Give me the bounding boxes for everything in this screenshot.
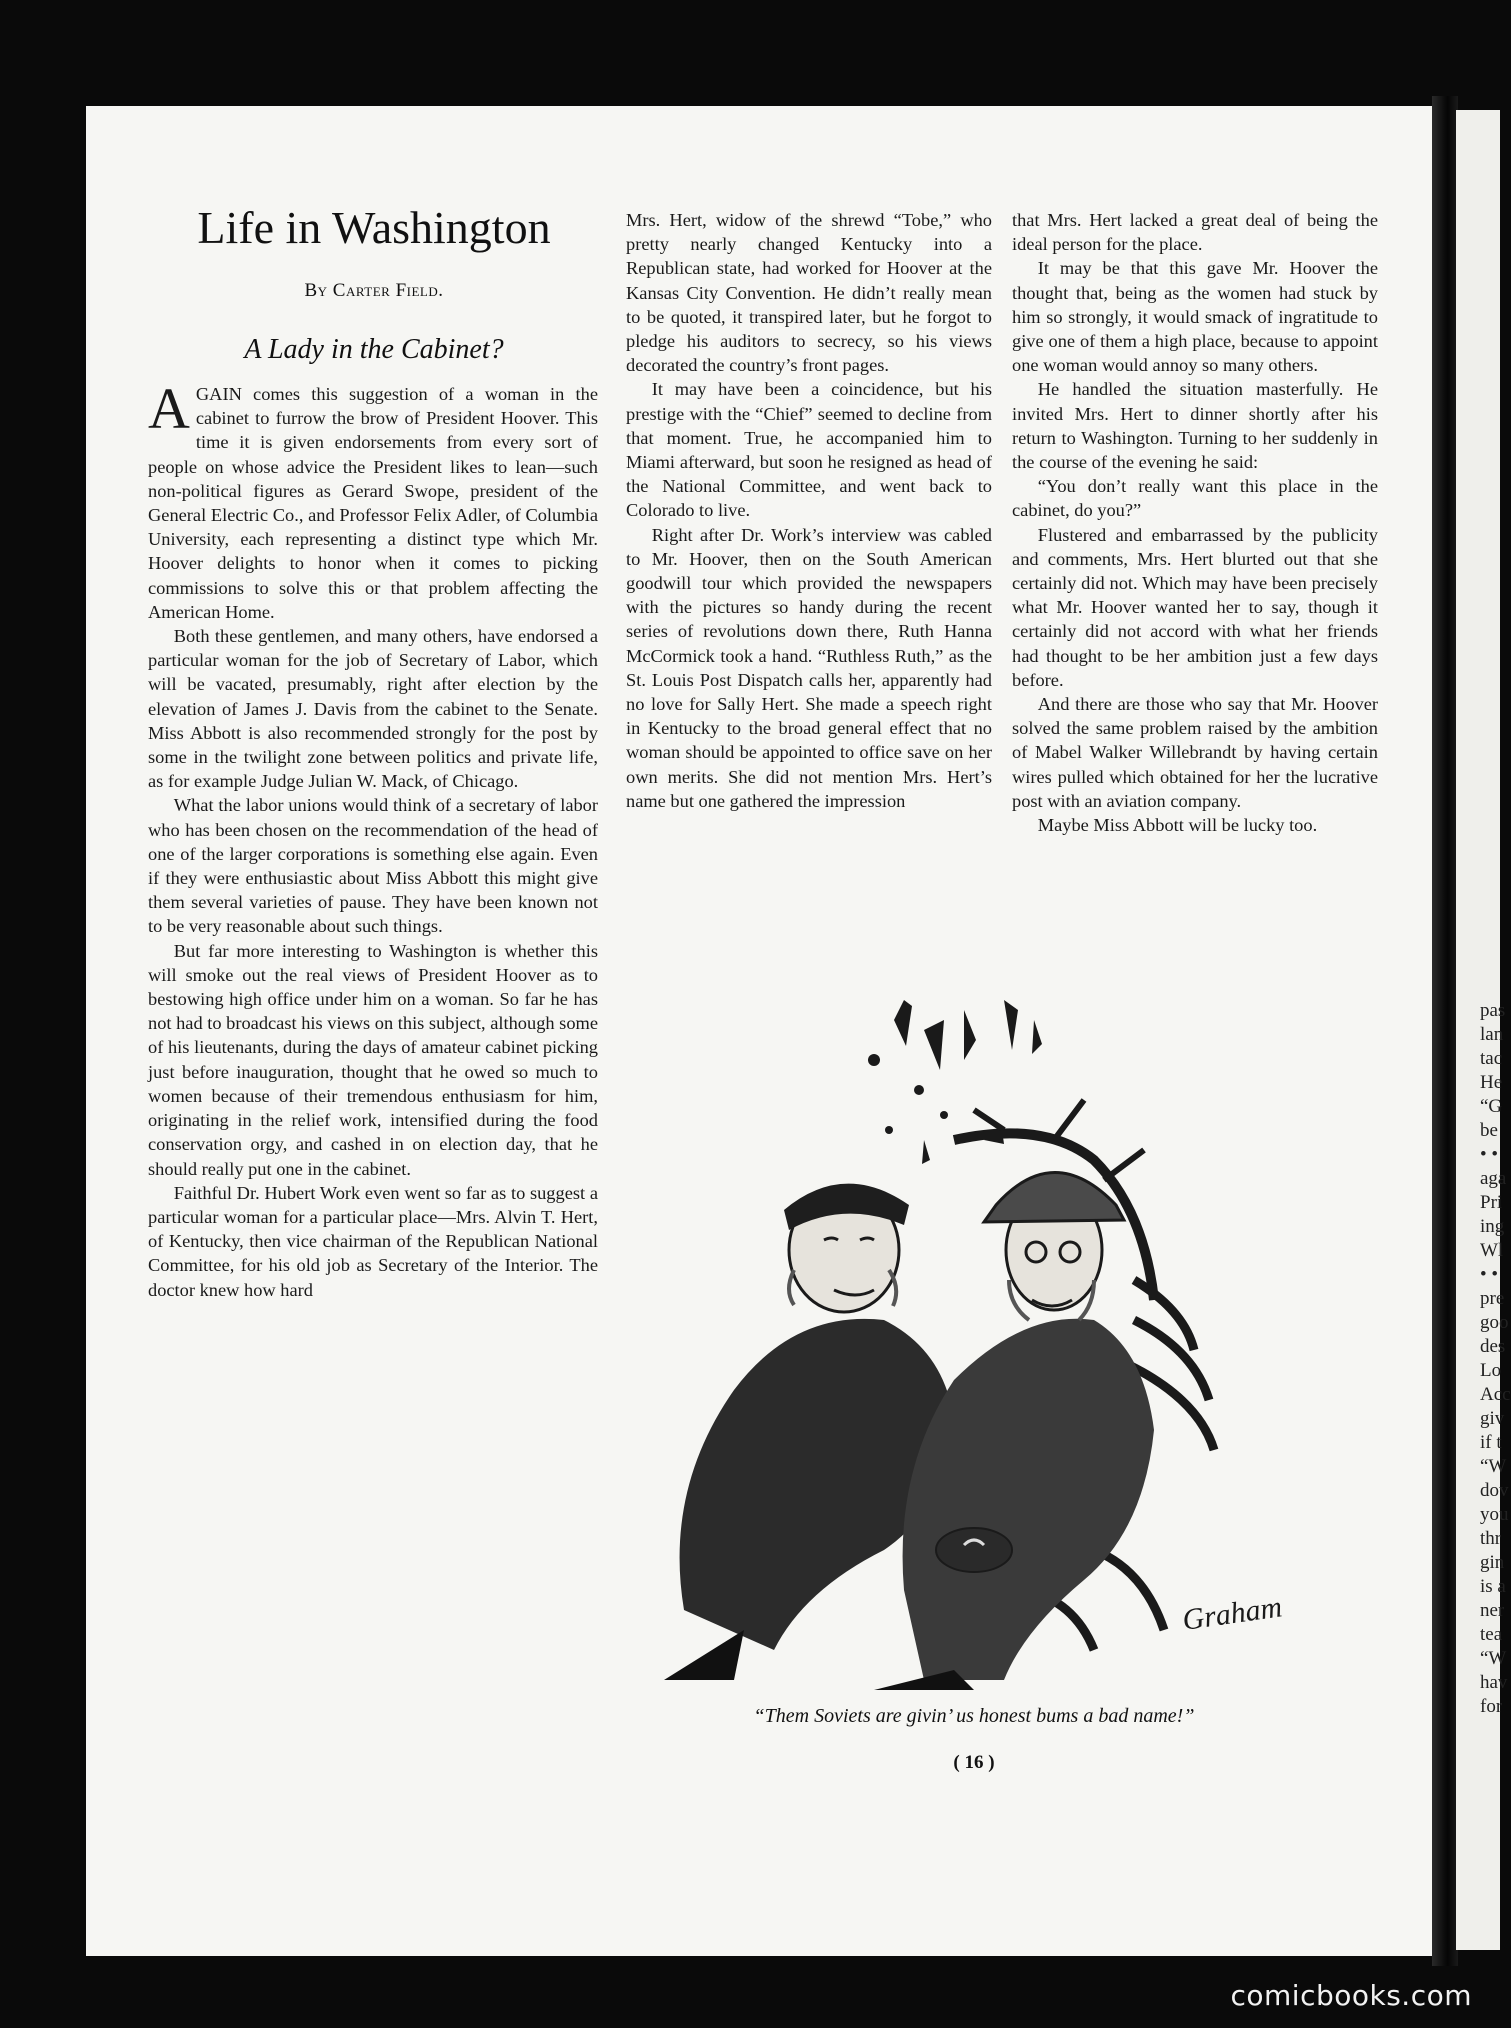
next-page-fragment: des	[1480, 1336, 1506, 1357]
paragraph: Both these gentlemen, and many others, have endorsed a particular woman for the job of Secretary of Labor, which will be vacated, presumably, right after election by the elevation of James J. Davis from the cabinet to the Senate. Miss Abbott is also recommended strongly for the post by some in the twilight zone between politics and private life, as for example Judge Julian W. Mack, of Chicago.	[148, 626, 598, 792]
paragraph: It may be that this gave Mr. Hoover the thought that, being as the women had stuck by him so strongly, it would smack of ingratitude to give one of them a high place, because to appoint one woman would annoy so many others.	[1012, 258, 1378, 376]
paragraph-text: GAIN comes this suggestion of a woman in the cabinet to furrow the brow of President Hoover. This time it is given endorsements from every sort of people on whose advice the President likes to lean—such non-political figures as Gerard Swope, president of the General Electric Co., and Professor Felix Adler, of Columbia University, each representing a distinct type which Mr. Hoover delights to honor when it comes to picking commissions to solve this or that problem affecting the American Home.	[148, 384, 598, 622]
paragraph: But far more interesting to Washington is whether this will smoke out the real views of President Hoover as to bestowing high office under him on a woman. So far he has not had to broadcast his views on this subject, although some of his lieutenants, during the days of amateur cabinet picking just before inauguration, thought that he owed so much to women because of their tremendous enthusiasm for him, originating in the relief work, intensified during the food conservation orgy, and cashed in on election day, that he should really put one in the cabinet.	[148, 940, 598, 1179]
next-page-fragment: “W	[1480, 1648, 1507, 1669]
next-page-fragment: Wl	[1480, 1240, 1504, 1261]
next-page-fragment: if t	[1480, 1432, 1502, 1453]
paragraph: It may have been a coincidence, but his prestige with the “Chief” seemed to decline from that moment. True, he accompanied him to Miami afterward, but soon he resigned as head of the National Committee, and went back to Colorado to live.	[626, 379, 992, 521]
paragraph: He handled the situation masterfully. He invited Mrs. Hert to dinner shortly after his return to Washington. Turning to her suddenly in the course of the evening he said:	[1012, 379, 1378, 473]
artist-signature: Graham	[1180, 1590, 1285, 1637]
text-column-3	[1012, 208, 1378, 837]
next-page-fragment: ner	[1480, 1600, 1505, 1621]
next-page-fragment: ing	[1480, 1216, 1505, 1237]
next-page-fragment: pas	[1480, 1000, 1506, 1021]
text-column-2	[626, 208, 992, 813]
next-page-fragment: gin	[1480, 1552, 1505, 1573]
article-byline: By Carter Field.	[304, 280, 444, 301]
next-page-fragment: aga	[1480, 1168, 1507, 1189]
next-page-fragment: “G	[1480, 1096, 1503, 1117]
next-page-fragment: Lo	[1480, 1360, 1502, 1381]
next-page-fragment: giv	[1480, 1408, 1505, 1429]
text-column-1	[148, 376, 598, 1302]
next-page-fragment: • •	[1480, 1144, 1499, 1165]
watermark: comicbooks.com	[1230, 1979, 1472, 2012]
paragraph: Faithful Dr. Hubert Work even went so far as to suggest a particular woman for a particular place—Mrs. Alvin T. Hert, of Kentucky, then vice chairman of the Republican National Committee, for his old job as Secretary of the Interior. The doctor knew how hard	[148, 1182, 598, 1300]
next-page-fragment: Acc	[1480, 1384, 1511, 1405]
next-page-fragment: is a	[1480, 1576, 1506, 1597]
next-page-fragment: Pri	[1480, 1192, 1503, 1213]
next-page-fragment: tea	[1480, 1624, 1503, 1645]
paragraph: Mrs. Hert, widow of the shrewd “Tobe,” who pretty nearly changed Kentucky into a Republican state, had worked for Hoover at the Kansas City Convention. He didn’t really mean to be quoted, it transpired later, but he forgot to pledge his auditors to secrecy, so his views decorated the country’s front pages.	[626, 210, 992, 376]
cartoon-caption: “Them Soviets are givin’ us honest bums a bad name!”	[753, 1705, 1195, 1727]
next-page-fragment: for	[1480, 1696, 1503, 1717]
paragraph: Flustered and embarrassed by the publicity and comments, Mrs. Hert blurted out that she certainly did not. Which may have been precisely what Mr. Hoover wanted her to say, though it certainly did not accord with what her friends had thought to be her ambition just a few days before.	[1012, 524, 1378, 690]
next-page-fragment: dov	[1480, 1480, 1509, 1501]
next-page-fragment: • •	[1480, 1264, 1499, 1285]
paragraph: that Mrs. Hert lacked a great deal of being the ideal person for the place.	[1012, 210, 1378, 255]
cartoon-illustration	[624, 990, 1324, 1690]
article-subhead: A Lady in the Cabinet?	[244, 334, 504, 365]
page-spine	[1432, 96, 1458, 1966]
next-page-fragment: pre	[1480, 1288, 1505, 1309]
next-page-fragment: goo	[1480, 1312, 1509, 1333]
drop-cap: A	[148, 376, 190, 441]
next-page-fragment: be	[1480, 1120, 1498, 1141]
next-page-fragment: hav	[1480, 1672, 1508, 1693]
next-page-fragment: tac	[1480, 1048, 1503, 1069]
paragraph: And there are those who say that Mr. Hoover solved the same problem raised by the ambition of Mabel Walker Willebrandt by having certain wires pulled which obtained for her the lucrative post with an aviation company.	[1012, 694, 1378, 811]
next-page-edge	[1456, 110, 1511, 1950]
next-page-fragment: He	[1480, 1072, 1503, 1093]
next-page-fragment: thr	[1480, 1528, 1502, 1549]
paragraph: “You don’t really want this place in the cabinet, do you?”	[1012, 476, 1378, 521]
article-title: Life in Washington	[197, 202, 551, 253]
paragraph	[148, 376, 598, 624]
paragraph: Maybe Miss Abbott will be lucky too.	[1037, 815, 1318, 836]
next-page-fragment: “W	[1480, 1456, 1507, 1477]
next-page-fragment: lan	[1480, 1024, 1504, 1045]
paragraph: What the labor unions would think of a secretary of labor who has been chosen on the recommendation of the head of one of the larger corporations is something else again. Even if they were enthusiastic about Miss Abbott this might give them several varieties of pause. They have been known not to be very reasonable about such things.	[148, 795, 598, 937]
page-number: ( 16 )	[953, 1752, 995, 1773]
paragraph: Right after Dr. Work’s interview was cabled to Mr. Hoover, then on the South American goodwill tour which provided the newspapers with the pictures so handy during the recent series of revolutions down there, Ruth Hanna McCormick took a hand. “Ruthless Ruth,” as the St. Louis Post Dispatch calls her, apparently had no love for Sally Hert. She made a speech right in Kentucky to the broad general effect that no woman should be appointed to office save on her own merits. She did not mention Mrs. Hert’s name but one gathered the impression	[626, 524, 992, 811]
next-page-fragment: you	[1480, 1504, 1509, 1525]
